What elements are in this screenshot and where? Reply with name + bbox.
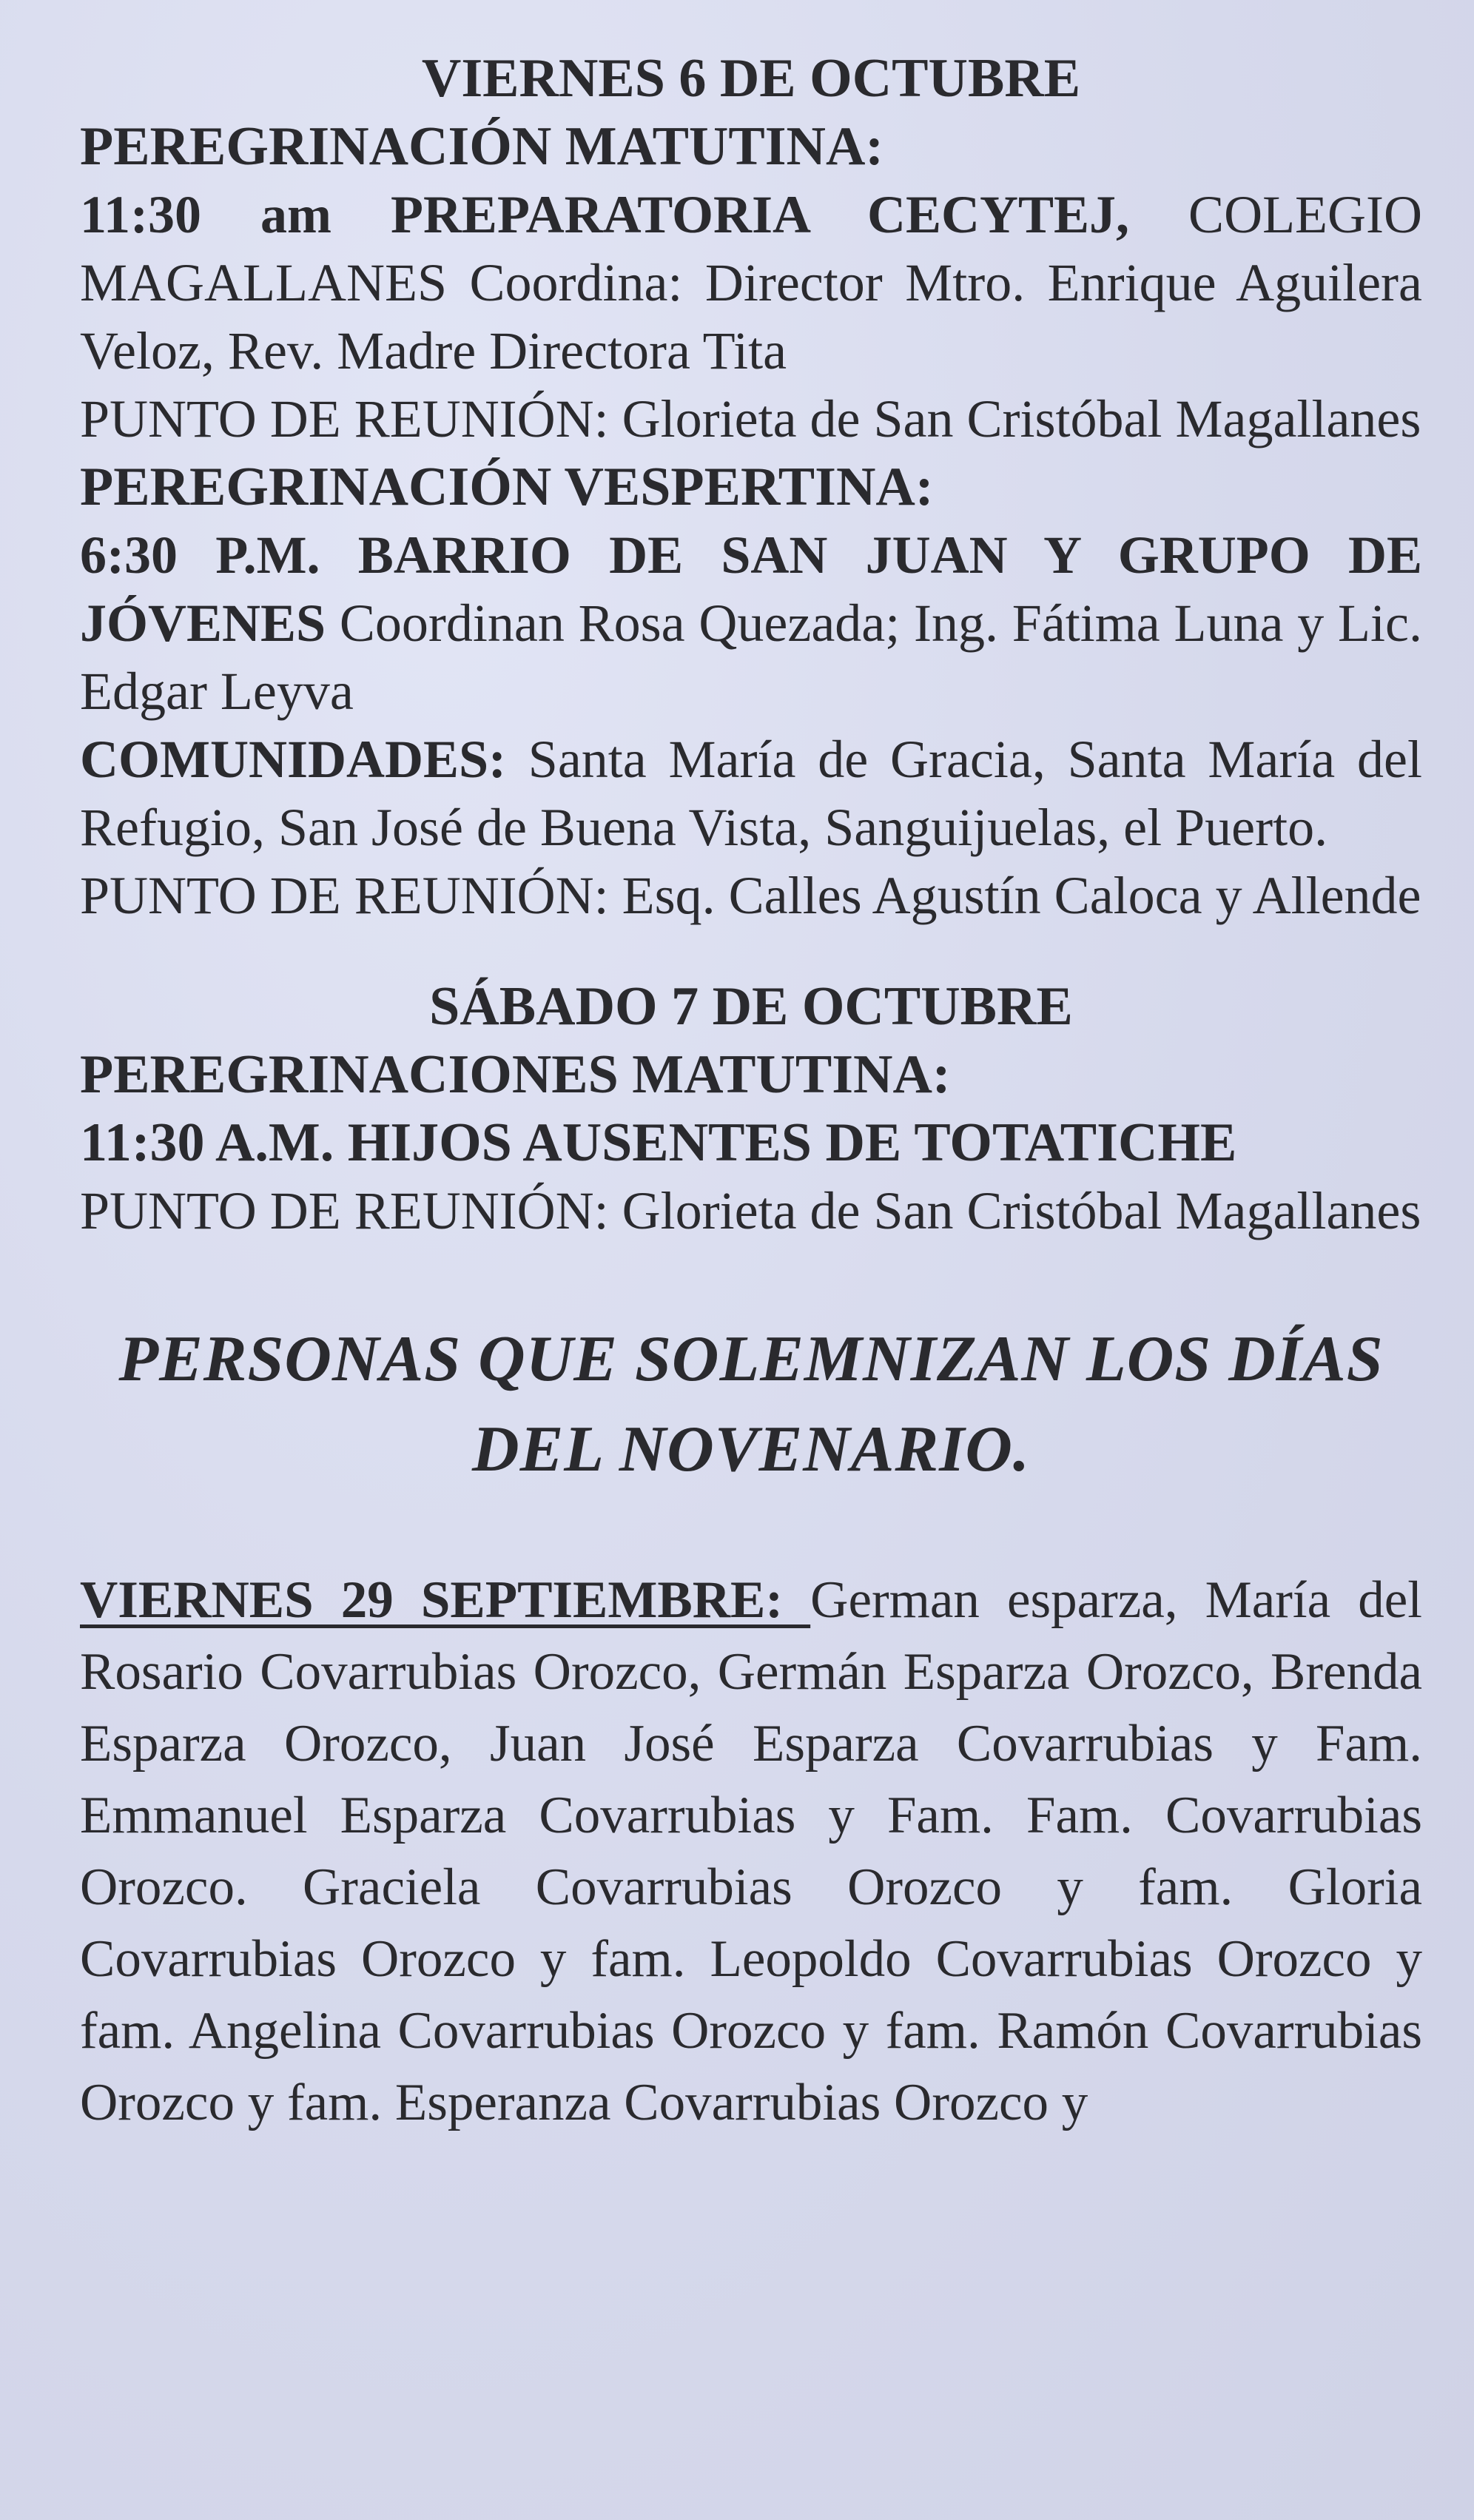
saturday-meeting-point: PUNTO DE REUNIÓN: Glorieta de San Cristóbal Magallanes (80, 1181, 1421, 1240)
communities-label: COMUNIDADES: (80, 730, 506, 789)
evening-time-group: 6:30 P.M. BARRIO DE SAN JUAN Y GRUPO DE JÓVENES (80, 525, 1422, 653)
evening-coordinators: Coordinan Rosa Quezada; Ing. Fátima Luna y Lic. Edgar Leyva (80, 594, 1422, 721)
saturday-time-group: 11:30 A.M. HIJOS AUSENTES DE TOTATICHE (80, 1112, 1237, 1173)
novenario-entry (80, 1565, 1422, 2139)
morning-time-school: 11:30 am PREPARATORIA CECYTEJ, (80, 185, 1130, 244)
evening-pilgrimage-heading: PEREGRINACIÓN VESPERTINA: (80, 457, 934, 517)
novenario-entry-date: VIERNES 29 SEPTIEMBRE: (80, 1571, 811, 1629)
day-title-viernes-6: VIERNES 6 DE OCTUBRE (421, 48, 1081, 109)
novenario-entry-names: German esparza, María del Rosario Covarrubias Orozco, Germán Esparza Orozco, Brenda Esparza Orozco, Juan José Esparza Covarrubias y Fam. Emmanuel Esparza Covarrubias y Fam. Fam. Covarrubias Orozco. Graciela Covarrubias Orozco y fam. Gloria Covarrubias Orozco y fam. Leopoldo Covarrubias Orozco y fam. Angelina Covarrubias Orozco y fam. Ramón Covarrubias Orozco y fam. Esperanza Covarrubias Orozco y (80, 1571, 1422, 2131)
morning-meeting-point: PUNTO DE REUNIÓN: Glorieta de San Cristóbal Magallanes (80, 389, 1421, 448)
morning-pilgrimage-details (80, 181, 1422, 385)
saturday-morning-heading: PEREGRINACIONES MATUTINA: (80, 1044, 951, 1105)
evening-communities (80, 725, 1422, 861)
day-title-sabado-7: SÁBADO 7 DE OCTUBRE (429, 976, 1073, 1037)
novenario-title-line1: PERSONAS QUE SOLEMNIZAN LOS DÍAS (118, 1323, 1384, 1395)
evening-pilgrimage-details (80, 521, 1422, 725)
evening-meeting-point: PUNTO DE REUNIÓN: Esq. Calles Agustín Caloca y Allende (80, 866, 1421, 925)
morning-pilgrimage-heading: PEREGRINACIÓN MATUTINA: (80, 116, 884, 177)
novenario-title-line2: DEL NOVENARIO. (472, 1414, 1030, 1485)
morning-coordinators: COLEGIO MAGALLANES Coordina: Director Mtro. Enrique Aguilera Veloz, Rev. Madre Directora Tita (80, 185, 1422, 380)
communities-list: Santa María de Gracia, Santa María del Refugio, San José de Buena Vista, Sanguijuelas, el Puerto. (80, 730, 1422, 857)
